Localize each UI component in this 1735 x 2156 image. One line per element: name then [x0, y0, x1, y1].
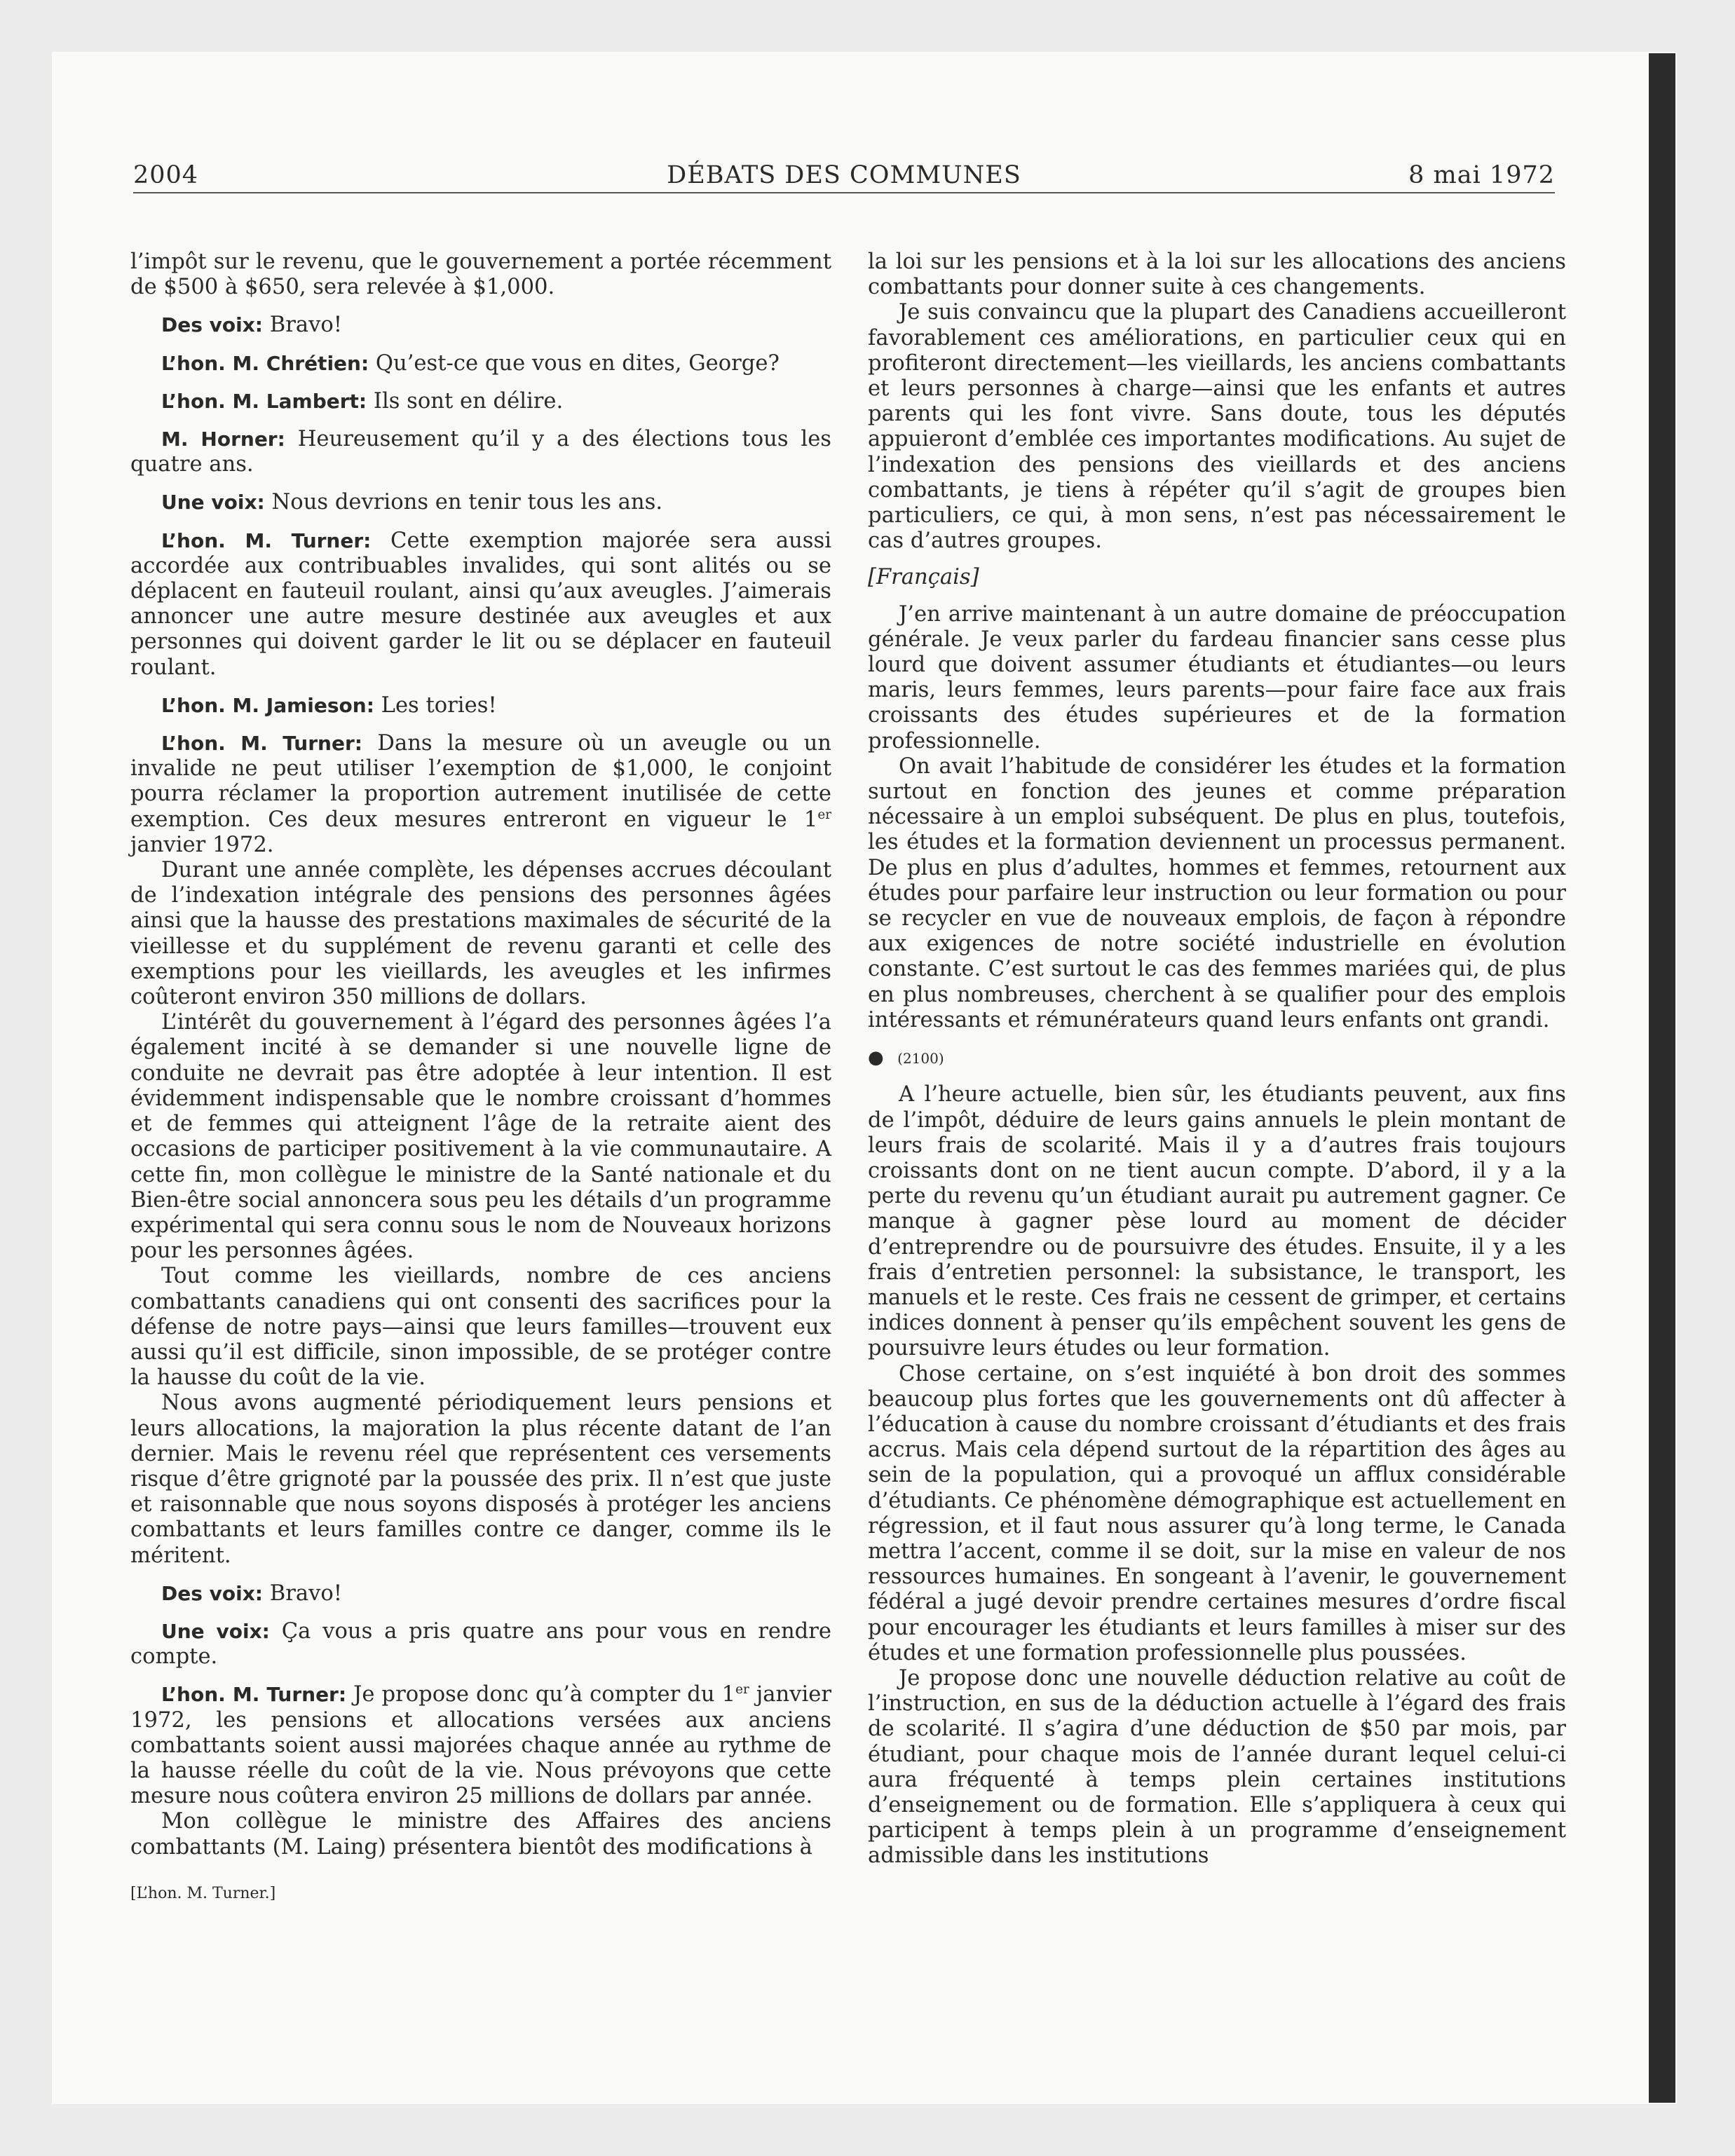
paragraph: Chose certaine, on s’est inquiété à bon droit des sommes beaucoup plus fortes que les gouvernements ont dû affecter à l’éducation à cause du nombre croissant d’étudiants et des frais accrus. Mais cela dépend surtout de la répartition des âges au sein de la population, qui a provoqué un afflux considérable d’étudiants. Ce phénomène démographique est actuellement en régression, et il faut nous assurer qu’à long terme, le Canada mettra l’accent, comme il se doit, sur la mise en valeur de nos ressources humaines. En songeant à l’avenir, le gouvernement fédéral a jugé devoir prendre certaines mesures d’ordre fiscal pour encourager les étudiants et leurs familles à miser sur des études et une formation professionnelle plus poussées.	[868, 1361, 1566, 1665]
speaker: M. Horner:	[161, 428, 285, 451]
speech	[130, 351, 831, 376]
paragraph: A l’heure actuelle, bien sûr, les étudiants peuvent, aux fins de l’impôt, déduire de leurs gains annuels le plein montant de leurs frais de scolarité. Mais il y a d’autres frais toujours croissants dont on ne tient aucun compte. D’abord, il y a la perte du revenu qu’un étudiant aurait pu autrement gagner. Ce manque à gagner pèse lourd au moment de décider d’entreprendre ou de poursuivre des études. Ensuite, il y a les frais d’entretien personnel: la subsistance, le transport, les manuels et le reste. Ces frais ne cessent de grimper, et certains indices donnent à penser qu’ils empêchent souvent les gens de poursuivre leurs études ou leur formation.	[868, 1082, 1566, 1361]
speaker: L’hon. M. Turner:	[161, 528, 372, 552]
speech	[130, 490, 831, 515]
speaker: L’hon. M. Turner:	[161, 732, 362, 756]
speech	[130, 528, 831, 681]
paragraph: Nous avons augmenté périodiquement leurs pensions et leurs allocations, la majoration la plus récente datant de l’an dernier. Mais le revenu réel que représentent ces versements risque d’être grignoté par la poussée des prix. Il n’est que juste et raisonnable que nous soyons disposés à protéger les anciens combattants et leurs familles contre ce danger, comme ils le méritent.	[130, 1391, 831, 1568]
scan-edge-bar	[1649, 53, 1675, 2103]
language-marker: [Français]	[868, 565, 979, 590]
paragraph: la loi sur les pensions et à la loi sur les allocations des anciens combattants pour donner suite à ces changements.	[868, 250, 1566, 300]
paragraph: l’impôt sur le revenu, que le gouvernement a portée récemment de $500 à $650, sera relevée à $1,000.	[130, 250, 831, 300]
ordinal-suffix: er	[735, 1682, 749, 1698]
paragraph: On avait l’habitude de considérer les études et la formation surtout en fonction des jeunes et comme préparation nécessaire à un emploi subséquent. De plus en plus, toutefois, les études et la formation deviennent un processus permanent. De plus en plus d’adultes, hommes et femmes, retournent aux études pour parfaire leur instruction ou leur formation ou pour se recycler en vue de nouveaux emplois, de façon à répondre aux exigences de notre société industrielle en évolution constante. C’est surtout le cas des femmes mariées qui, de plus en plus nombreuses, cherchent à se qualifier pour des emplois intéressants et rémunérateurs quand leurs enfants ont grandi.	[868, 753, 1566, 1032]
speaker: L’hon. M. Chrétien:	[161, 351, 369, 375]
speech	[130, 1581, 831, 1606]
speech-text: Qu’est-ce que vous en dites, George?	[375, 350, 780, 376]
right-column	[868, 250, 1566, 1869]
speech	[130, 313, 831, 338]
speaker-tag: [L’hon. M. Turner.]	[130, 1884, 276, 1902]
speaker: L’hon. M. Turner:	[161, 1683, 347, 1707]
speaker: Une voix:	[161, 491, 265, 514]
speech-text: janvier 1972.	[130, 832, 274, 857]
speech-text: Cette exemption majorée sera aussi accordée aux contribuables invalides, qui sont alités ou se déplacent en fauteuil roulant, ainsi qu’aux aveugles. J’aimerais annoncer une autre mesure destinée aux aveugles et aux personnes qui doivent garder le lit ou se déplacer en fauteuil roulant.	[130, 528, 831, 680]
running-title: DÉBATS DES COMMUNES	[667, 161, 1021, 189]
speaker: L’hon. M. Lambert:	[161, 389, 367, 413]
speech	[130, 1682, 831, 1809]
speech-text: Ils sont en délire.	[373, 388, 564, 414]
speech-text: janvier 1972, les pensions et allocations versées aux anciens combattants soient aussi majorées chaque année au rythme de la hausse réelle du coût de la vie. Nous prévoyons que cette mesure nous coûtera environ 25 millions de dollars par année.	[130, 1682, 831, 1809]
speech-text: Nous devrions en tenir tous les ans.	[271, 490, 663, 515]
speech-text: Je propose donc qu’à compter du 1	[353, 1682, 736, 1707]
speaker: L’hon. M. Jamieson:	[161, 693, 374, 717]
speech-text: Ça vous a pris quatre ans pour vous en rendre compte.	[130, 1618, 831, 1670]
bullet-icon: ●	[868, 1047, 884, 1069]
speaker: Des voix:	[161, 313, 263, 337]
time-marker	[868, 1044, 1566, 1071]
ordinal-suffix: er	[817, 807, 831, 822]
paragraph: L’intérêt du gouvernement à l’égard des personnes âgées l’a également incité à se demander si une nouvelle ligne de conduite ne devrait pas être adoptée à leur intention. Il est évidemment indispensable que le nombre croissant d’hommes et de femmes qui atteignent l’âge de la retraite aient des occasions de participer positivement à la vie communautaire. A cette fin, mon collègue le ministre de la Santé nationale et du Bien-être social annoncera sous peu les détails d’un programme expérimental qui sera connu sous le nom de Nouveaux horizons pour les personnes âgées.	[130, 1010, 831, 1264]
speaker: Des voix:	[161, 1581, 263, 1605]
left-column	[130, 250, 831, 1906]
paragraph: Je propose donc une nouvelle déduction relative au coût de l’instruction, en sus de la déduction actuelle à l’égard des frais de scolarité. Il s’agira d’une déduction de $50 par mois, par étudiant, pour chaque mois de l’année durant lequel celui-ci aura fréquenté à temps plein certaines institutions d’enseignement ou de formation. Elle s’appliquera à ceux qui participent à temps plein à un programme d’enseignement admissible dans les institutions	[868, 1665, 1566, 1869]
page-header	[133, 158, 1555, 193]
speech	[130, 427, 831, 477]
speech-text: Bravo!	[269, 1581, 343, 1606]
paragraph: Mon collègue le ministre des Affaires des anciens combattants (M. Laing) présentera bientôt des modifications à	[130, 1809, 831, 1860]
speaker: Une voix:	[161, 1619, 270, 1643]
speech	[130, 1619, 831, 1670]
paragraph: J’en arrive maintenant à un autre domaine de préoccupation générale. Je veux parler du fardeau financier sans cesse plus lourd que doivent assumer étudiants et étudiantes—ou leurs maris, leurs femmes, leurs parents—pour faire face aux frais croissants des études supérieures et de la formation professionnelle.	[868, 601, 1566, 753]
speech-text: Heureusement qu’il y a des élections tous les quatre ans.	[130, 427, 831, 477]
speech-text: Dans la mesure où un aveugle ou un invalide ne peut utiliser l’exemption de $1,000, le conjoint pourra réclamer la proportion autrement inutilisée de cette exemption. Ces deux mesures entreront en vigueur le 1	[130, 731, 831, 832]
speech-text: Bravo!	[269, 313, 343, 338]
paragraph: Durant une année complète, les dépenses accrues découlant de l’indexation intégrale des pensions des personnes âgées ainsi que la hausse des prestations maximales de sécurité de la vieillesse et du supplément de revenu garanti et celle des exemptions pour les vieillards, les aveugles et les infirmes coûteront environ 350 millions de dollars.	[130, 858, 831, 1010]
speech	[130, 389, 831, 414]
speech	[130, 693, 831, 718]
speech-text: Les tories!	[381, 692, 497, 718]
paragraph: Je suis convaincu que la plupart des Canadiens accueilleront favorablement ces améliorations, en particulier ceux qui en profiteront directement—les vieillards, les anciens combattants et leurs personnes à charge—ainsi que les enfants et autres parents qui les font vivre. Sans doute, tous les députés appuieront d’emblée ces importantes modifications. Au sujet de l’indexation des pensions des vieillards et des anciens combattants, je tiens à répéter qu’il s’agit de groupes bien particuliers, ce qui, à mon sens, n’est pas nécessairement le cas d’autres groupes.	[868, 300, 1566, 554]
speech	[130, 731, 831, 858]
page-date: 8 mai 1972	[1408, 161, 1555, 189]
paragraph: Tout comme les vieillards, nombre de ces anciens combattants canadiens qui ont consenti des sacrifices pour la défense de notre pays—ainsi que leurs familles—trouvent eux aussi qu’il est difficile, sinon impossible, de se protéger contre la hausse du coût de la vie.	[130, 1264, 831, 1391]
time-stamp: (2100)	[897, 1050, 944, 1067]
page-number: 2004	[133, 161, 199, 189]
